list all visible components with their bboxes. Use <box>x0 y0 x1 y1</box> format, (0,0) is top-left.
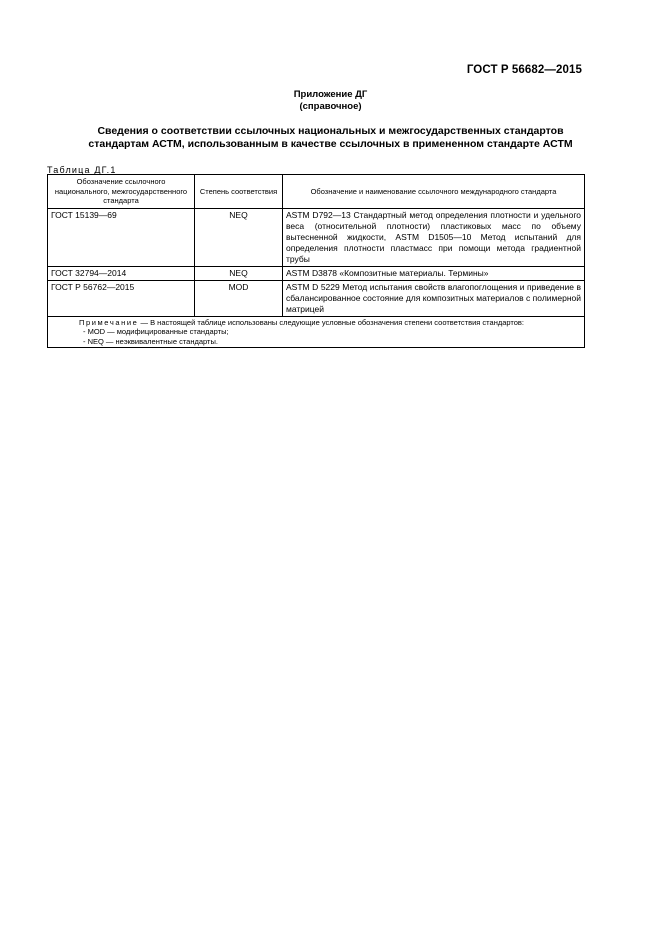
cell-reference: ASTM D3878 «Композитные материалы. Термины» <box>283 266 585 280</box>
section-title-line-2: стандартам АСТМ, использованным в качестве ссылочных в примененном стандарте АСТМ <box>88 138 573 150</box>
table-note <box>48 316 585 348</box>
correspondence-table <box>47 174 585 348</box>
annex-heading <box>0 89 661 113</box>
cell-degree: MOD <box>195 280 283 316</box>
column-header-degree: Степень соответствия <box>195 175 283 209</box>
table-header-row <box>48 175 585 209</box>
section-title <box>30 125 631 151</box>
cell-reference: ASTM D 5229 Метод испытания свойств влагопоглощения и приведение в сбалансированное состояние для композитных материалов с полимерной матрицей <box>283 280 585 316</box>
column-header-reference: Обозначение и наименование ссылочного международного стандарта <box>283 175 585 209</box>
table-row <box>48 280 585 316</box>
cell-standard: ГОСТ 32794—2014 <box>48 266 195 280</box>
cell-degree: NEQ <box>195 266 283 280</box>
cell-standard: ГОСТ 15139—69 <box>48 208 195 266</box>
note-text: — В настоящей таблице использованы следующие условные обозначения степени соответствия стандартов: <box>140 317 524 327</box>
table-row <box>48 208 585 266</box>
note-item-neq: - NEQ — неэквивалентные стандарты. <box>83 336 218 346</box>
cell-standard: ГОСТ Р 56762—2015 <box>48 280 195 316</box>
table-note-row <box>48 316 585 348</box>
cell-degree: NEQ <box>195 208 283 266</box>
table-caption: Таблица ДГ.1 <box>47 165 117 175</box>
cell-reference: ASTM D792—13 Стандартный метод определения плотности и удельного веса (относительной плотности) пластиковых масс по объему вытесненной жидкости, ASTM D1505—10 Метод испытаний для определения плотности пластмасс при помощи метода градиентной трубы <box>283 208 585 266</box>
note-item-mod: - MOD — модифицированные стандарты; <box>83 327 229 336</box>
note-label: Примечание <box>79 317 139 327</box>
annex-subtitle: (справочное) <box>299 101 362 112</box>
table-row <box>48 266 585 280</box>
annex-title: Приложение ДГ <box>293 89 368 100</box>
column-header-standard: Обозначение ссылочного национального, межгосударственного стандарта <box>48 175 195 209</box>
section-title-line-1: Сведения о соответствии ссылочных национальных и межгосударственных стандартов <box>97 125 564 137</box>
note-text-line <box>51 318 581 328</box>
document-code: ГОСТ Р 56682—2015 <box>466 64 582 76</box>
